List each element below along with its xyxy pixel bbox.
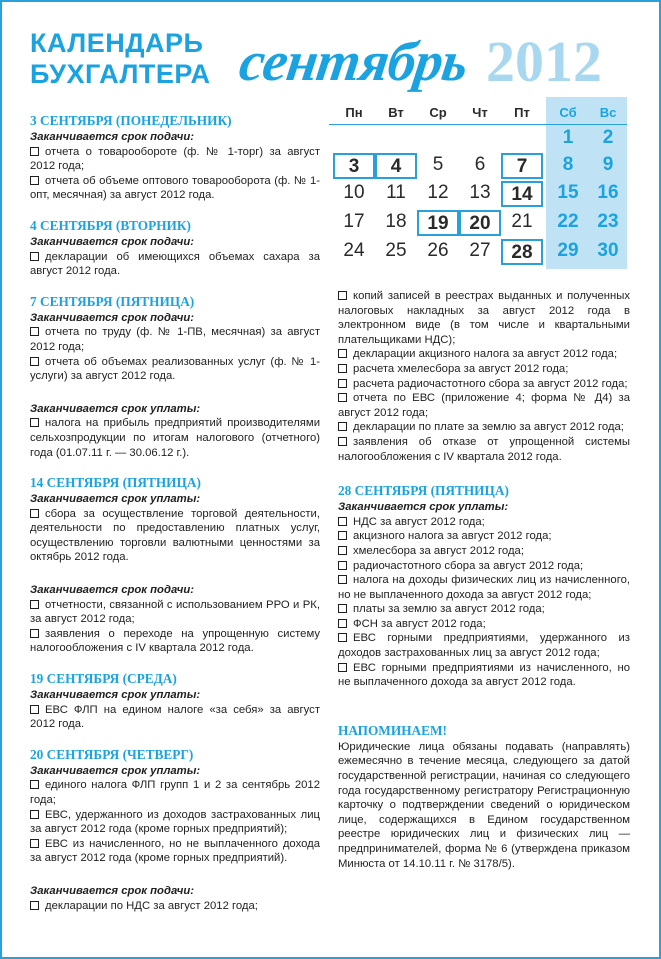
calendar-day: 6 xyxy=(474,154,486,175)
list-item: расчета хмелесбора за август 2012 года; xyxy=(338,362,630,377)
checkbox[interactable] xyxy=(30,780,39,789)
section-subheading: Заканчивается срок уплаты: xyxy=(30,764,201,777)
section-heading: 3 СЕНТЯБРЯ (ПОНЕДЕЛЬНИК) xyxy=(30,113,232,128)
weekday-label: Вт xyxy=(388,105,404,120)
calendar-day: 1 xyxy=(562,127,574,148)
section-heading: 4 СЕНТЯБРЯ (ВТОРНИК) xyxy=(30,217,191,233)
list-item: акцизного налога за август 2012 года; xyxy=(338,529,630,544)
section-subheading: Заканчивается срок подачи: xyxy=(30,884,195,897)
list-item: ФСН за август 2012 года; xyxy=(338,617,630,632)
checkbox[interactable] xyxy=(338,604,347,613)
section-7-sep xyxy=(30,293,320,460)
year: 2012 xyxy=(486,29,602,94)
calendar-day: 21 xyxy=(511,211,533,232)
calendar-day: 7 xyxy=(501,153,543,179)
checkbox[interactable] xyxy=(30,600,39,609)
reminder-text: Юридические лица обязаны подавать (направлять) ежемесячно в течение месяца, следующего за датой государственной регистрации, начиная со следующего года государственному регистратору Регистрационную карточку о подтверждении сведений о юридическом лице, содержащихся в Едином государственном реестре юридических лиц и физических лиц — предпринимателей, форма № 6 (утверждена приказом Минюста от 14.10.11 г. № 3178/5). xyxy=(338,740,630,870)
checkbox[interactable] xyxy=(338,633,347,642)
weekday-label: Ср xyxy=(429,105,447,120)
right-column xyxy=(338,289,630,871)
calendar-day: 2 xyxy=(602,127,614,148)
calendar-day: 4 xyxy=(375,153,417,179)
list-item: ЕВС, удержанного из доходов застрахованных лиц за август 2012 года (кроме горных предприятий); xyxy=(30,808,320,836)
section-subheading: Заканчивается срок подачи: xyxy=(30,584,195,597)
checkbox[interactable] xyxy=(338,561,347,570)
checkbox[interactable] xyxy=(338,517,347,526)
list-item: налога на прибыль предприятий производителями сельхозпродукции по итогам налогового (отчетного) года (01.07.11 г. — 30.06.12 г.). xyxy=(30,417,320,459)
title-line-1: КАЛЕНДАРЬ xyxy=(30,28,204,58)
title-line-2: БУХГАЛТЕРА xyxy=(30,59,211,89)
weekday-label: Пт xyxy=(514,105,530,120)
checkbox[interactable] xyxy=(338,531,347,540)
checkbox[interactable] xyxy=(30,901,39,910)
checkbox[interactable] xyxy=(338,379,347,388)
calendar-day: 5 xyxy=(432,154,444,175)
list-item: сбора за осуществление торговой деятельности, деятельности по предоставлению платных услуг, осуществлению торговли валютными ценностями за октябрь 2012 года. xyxy=(30,507,320,564)
section-19-sep xyxy=(30,670,320,732)
calendar-day: 25 xyxy=(385,240,407,261)
calendar-day: 11 xyxy=(386,182,406,203)
checkbox[interactable] xyxy=(30,327,39,336)
checkbox[interactable] xyxy=(338,437,347,446)
list-item: радиочастотного сбора за август 2012 года; xyxy=(338,559,630,574)
list-item: декларации по плате за землю за август 2012 года; xyxy=(338,420,630,435)
list-item: ЕВС из начисленного, но не выплаченного дохода за август 2012 года (кроме горных предприятий). xyxy=(30,837,320,865)
checkbox[interactable] xyxy=(30,357,39,366)
checkbox[interactable] xyxy=(30,509,39,518)
calendar-day: 26 xyxy=(427,240,449,261)
checkbox[interactable] xyxy=(30,810,39,819)
checkbox[interactable] xyxy=(338,291,347,300)
checkbox[interactable] xyxy=(30,705,39,714)
calendar-day: 23 xyxy=(597,211,619,232)
section-subheading: Заканчивается срок подачи: xyxy=(30,235,195,248)
checkbox[interactable] xyxy=(30,418,39,427)
checkbox[interactable] xyxy=(30,252,39,261)
list-item: ЕВС горными предприятиями, удержанного из доходов застрахованных лиц за август 2012 года; xyxy=(338,632,630,660)
calendar-day: 24 xyxy=(343,240,365,261)
checkbox[interactable] xyxy=(30,839,39,848)
list-item: декларации по НДС за август 2012 года; xyxy=(30,899,320,914)
list-item: отчета о товарообороте (ф. № 1-торг) за август 2012 года; xyxy=(30,145,320,173)
checkbox[interactable] xyxy=(30,629,39,638)
left-column xyxy=(30,112,320,913)
section-heading: 14 СЕНТЯБРЯ (ПЯТНИЦА) xyxy=(30,475,201,491)
list-item: платы за землю за август 2012 года; xyxy=(338,602,630,617)
section-heading: 20 СЕНТЯБРЯ (ЧЕТВЕРГ) xyxy=(30,746,194,762)
list-item: налога на доходы физических лиц из начисленного, но не выплаченного дохода за август 2012 года; xyxy=(338,574,630,601)
calendar-day: 10 xyxy=(343,182,365,203)
checkbox[interactable] xyxy=(338,364,347,373)
checkbox[interactable] xyxy=(30,176,39,185)
list-item: заявления о переходе на упрощенную систему налогообложения с IV квартала 2012 года. xyxy=(30,627,320,655)
calendar-day: 3 xyxy=(333,153,375,179)
section-subheading: Заканчивается срок уплаты: xyxy=(338,501,509,514)
calendar-day: 16 xyxy=(597,182,619,203)
calendar-day: 29 xyxy=(557,240,579,261)
list-item: отчетности, связанной с использованием РРО и РК, за август 2012 года; xyxy=(30,598,320,626)
section-subheading: Заканчивается срок уплаты: xyxy=(30,402,201,415)
section-subheading: Заканчивается срок подачи: xyxy=(30,131,195,143)
checkbox[interactable] xyxy=(338,619,347,628)
checkbox[interactable] xyxy=(338,393,347,402)
weekday-label: Чт xyxy=(472,105,488,120)
list-item: ЕВС ФЛП на едином налоге «за себя» за август 2012 года. xyxy=(30,703,320,731)
checkbox[interactable] xyxy=(338,422,347,431)
calendar-day: 30 xyxy=(597,240,619,261)
reminder-heading: НАПОМИНАЕМ! xyxy=(338,722,447,738)
list-item: отчета об объеме оптового товарооборота (ф. № 1-опт, месячная) за август 2012 года. xyxy=(30,174,320,202)
calendar-day: 27 xyxy=(469,240,491,261)
list-item: отчета по ЕВС (приложение 4; форма № Д4) за август 2012 года; xyxy=(338,392,630,419)
calendar-day: 14 xyxy=(501,181,543,207)
list-item: единого налога ФЛП групп 1 и 2 за сентябрь 2012 года; xyxy=(30,779,320,806)
section-heading: 7 СЕНТЯБРЯ (ПЯТНИЦА) xyxy=(30,293,195,309)
section-heading: 19 СЕНТЯБРЯ (СРЕДА) xyxy=(30,671,177,687)
calendar-day: 9 xyxy=(602,154,614,175)
section-heading: 28 СЕНТЯБРЯ (ПЯТНИЦА) xyxy=(338,483,509,499)
list-item: декларации акцизного налога за август 2012 года; xyxy=(338,347,630,362)
calendar-day: 18 xyxy=(385,211,407,232)
calendar-day: 12 xyxy=(427,182,449,203)
calendar-day: 28 xyxy=(501,239,543,265)
list-item: ЕВС горными предприятиями из начисленного, но не выплаченного дохода за август 2012 года. xyxy=(338,661,630,689)
section-14-sep xyxy=(30,474,320,656)
checkbox[interactable] xyxy=(338,575,347,584)
weekday-label: Пн xyxy=(345,105,363,120)
section-4-sep xyxy=(30,217,320,279)
list-item: копий записей в реестрах выданных и полученных налоговых накладных за август 2012 года в электронном виде (в том числе и квартальными плательщиками НДС); xyxy=(338,290,630,346)
section-subheading: Заканчивается срок подачи: xyxy=(30,311,195,324)
reminder-note xyxy=(338,722,630,871)
section-subheading: Заканчивается срок уплаты: xyxy=(30,493,201,506)
checkbox[interactable] xyxy=(30,147,39,156)
calendar-day: 15 xyxy=(557,182,579,203)
list-item: расчета радиочастотного сбора за август 2012 года; xyxy=(338,377,630,392)
calendar-day: 20 xyxy=(459,210,501,236)
weekday-label: Вс xyxy=(599,105,617,120)
calendar-day: 19 xyxy=(417,210,459,236)
page-title xyxy=(30,28,211,90)
checkbox[interactable] xyxy=(338,349,347,358)
section-20-sep-continued xyxy=(338,289,630,464)
weekday-label: Сб xyxy=(559,105,577,120)
list-item: декларации об имеющихся объемах сахара за август 2012 года. xyxy=(30,250,320,278)
list-item: хмелесбора за август 2012 года; xyxy=(338,544,630,559)
calendar-day: 22 xyxy=(557,211,579,232)
calendar-day: 13 xyxy=(469,182,491,203)
month-name: сентябрь xyxy=(235,31,472,93)
checkbox[interactable] xyxy=(338,546,347,555)
section-subheading: Заканчивается срок уплаты: xyxy=(30,689,201,702)
list-item: заявления об отказе от упрощенной системы налогообложения с IV квартала 2012 года. xyxy=(338,435,630,463)
list-item: НДС за август 2012 года; xyxy=(338,515,630,530)
section-3-sep xyxy=(30,112,320,203)
section-20-sep xyxy=(30,746,320,913)
list-item: отчета по труду (ф. № 1-ПВ, месячная) за август 2012 года; xyxy=(30,326,320,353)
calendar-day: 17 xyxy=(343,211,365,232)
list-item: отчета об объемах реализованных услуг (ф. № 1-услуги) за август 2012 года. xyxy=(30,355,320,383)
checkbox[interactable] xyxy=(338,663,347,672)
section-28-sep xyxy=(338,482,630,690)
calendar-day: 8 xyxy=(562,154,574,175)
